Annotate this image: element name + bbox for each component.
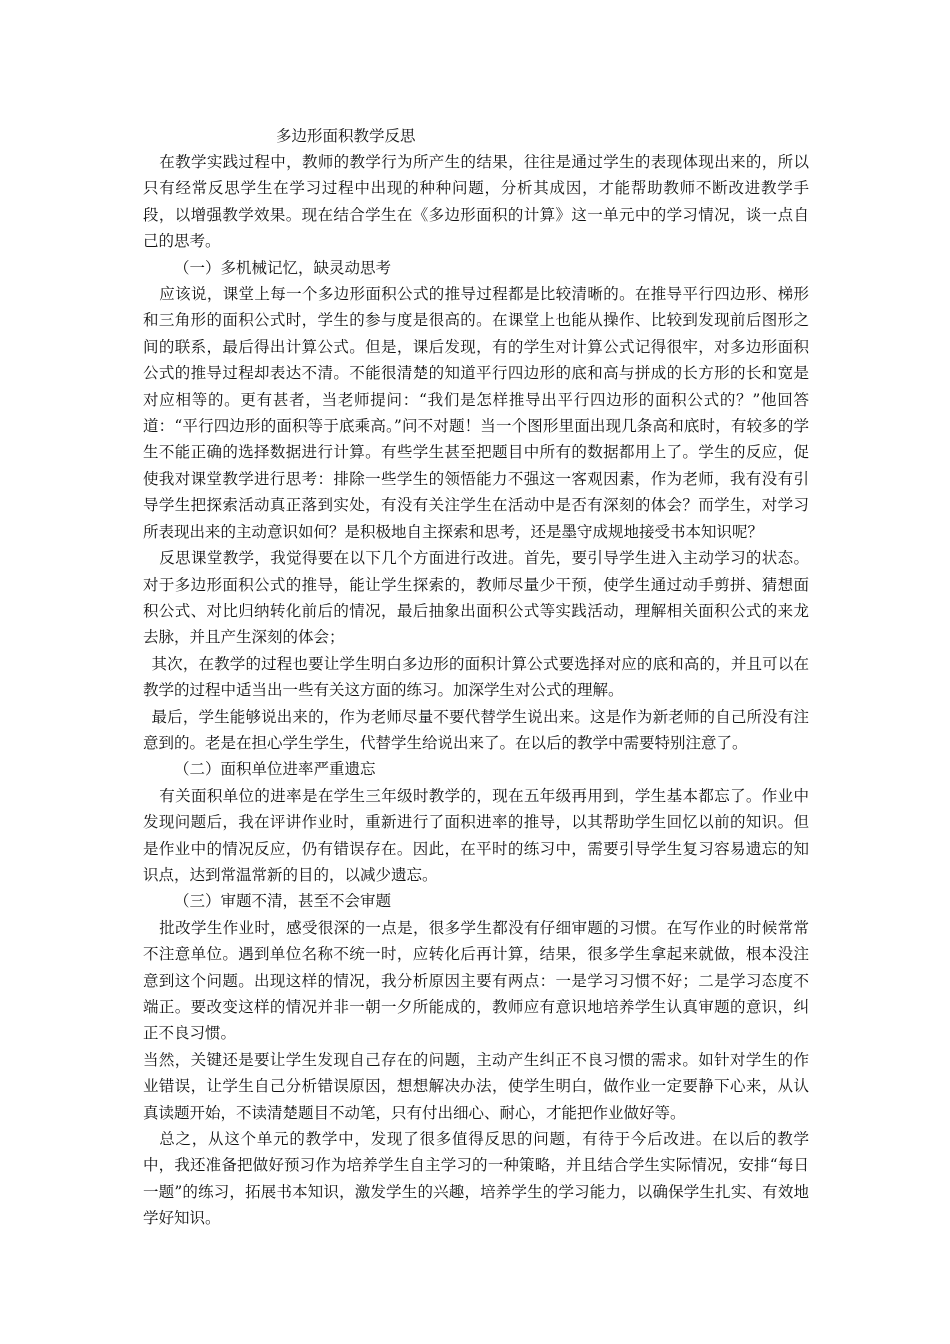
paragraph-finally: 最后，学生能够说出来的，作为老师尽量不要代替学生说出来。这是作为新老师的自己所没有注意到的。老是在担心学生学生，代替学生给说出来了。在以后的教学中需要特别注意了。: [143, 707, 809, 752]
section-heading-2: （二）面积单位进率严重遗忘: [174, 760, 376, 779]
paragraph-section-2: 有关面积单位的进率是在学生三年级时教学的，现在五年级再用到，学生基本都忘了。作业中发现问题后，我在评讲作业时，重新进行了面积进率的推导，以其帮助学生回忆以前的知识。但是作业中的情况反应，仍有错误存在。因此，在平时的练习中，需要引导学生复习容易遗忘的知识点，达到常温常新的目的，以减少遗忘。: [143, 786, 809, 884]
paragraph-of-course: 当然，关键还是要让学生发现自己存在的问题，主动产生纠正不良习惯的需求。如针对学生的作业错误，让学生自己分析错误原因，想想解决办法，使学生明白，做作业一定要静下心来，从认真读题开始，不读清楚题目不动笔，只有付出细心、耐心，才能把作业做好等。: [143, 1050, 809, 1122]
paragraph-secondly: 其次，在教学的过程也要让学生明白多边形的面积计算公式要选择对应的底和高的，并且可以在教学的过程中适当出一些有关这方面的练习。加深学生对公式的理解。: [143, 654, 809, 700]
document-title: 多边形面积教学反思: [276, 127, 416, 145]
section-heading-3: （三）审题不清，甚至不会审题: [174, 892, 392, 911]
document-body: [143, 149, 809, 1232]
paragraph-intro: 在教学实践过程中，教师的教学行为所产生的结果，往往是通过学生的表现体现出来的，所以只有经常反思学生在学习过程中出现的种种问题，分析其成因，才能帮助教师不断改进教学手段，以增强教学效果。现在结合学生在《多边形面积的计算》这一单元中的学习情况，谈一点自己的思考。: [143, 153, 809, 251]
paragraph-section-1: 应该说，课堂上每一个多边形面积公式的推导过程都是比较清晰的。在推导平行四边形、梯形和三角形的面积公式时，学生的参与度是很高的。在课堂上也能从操作、比较到发现前后图形之间的联系，最后得出计算公式。但是，课后发现，有的学生对计算公式记得很牢，对多边形面积公式的推导过程却表达不清。不能很清楚的知道平行四边形的底和高与拼成的长方形的长和宽是对应相等的。更有甚者，当老师提问：“我们是怎样推导出平行四边形的面积公式的？”他回答道：“平行四边形的面积等于底乘高。”问不对题！当一个图形里面出现几条高和底时，有较多的学生不能正确的选择数据进行计算。有些学生甚至把题目中所有的数据都用上了。学生的反应，促使我对课堂教学进行思考：排除一些学生的领悟能力不强这一客观因素，作为老师，我有没有引导学生把探索活动真正落到实处，有没有关注学生在活动中是否有深刻的体会？而学生，对学习所表现出来的主动意识如何？是积极地自主探索和思考，还是墨守成规地接受书本知识呢？: [143, 285, 809, 541]
paragraph-conclusion: 总之，从这个单元的教学中，发现了很多值得反思的问题，有待于今后改进。在以后的教学中，我还准备把做好预习作为培养学生自主学习的一种策略，并且结合学生实际情况，安排“每日一题”的练习，拓展书本知识，激发学生的兴趣，培养学生的学习能力，以确保学生扎实、有效地学好知识。: [143, 1130, 809, 1228]
paragraph-reflection: 反思课堂教学，我觉得要在以下几个方面进行改进。首先，要引导学生进入主动学习的状态。对于多边形面积公式的推导，能让学生探索的，教师尽量少干预，使学生通过动手剪拼、猜想面积公式、对比归纳转化前后的情况，最后抽象出面积公式等实践活动，理解相关面积公式的来龙去脉，并且产生深刻的体会；: [143, 549, 809, 647]
section-heading-1: （一）多机械记忆，缺灵动思考: [174, 258, 392, 277]
paragraph-section-3: 批改学生作业时，感受很深的一点是，很多学生都没有仔细审题的习惯。在写作业的时候常常不注意单位。遇到单位名称不统一时，应转化后再计算，结果，很多学生拿起来就做，根本没注意到这个问题。出现这样的情况，我分析原因主要有两点：一是学习习惯不好；二是学习态度不端正。要改变这样的情况并非一朝一夕所能成的，教师应有意识地培养学生认真审题的意识，纠正不良习惯。: [143, 918, 809, 1043]
